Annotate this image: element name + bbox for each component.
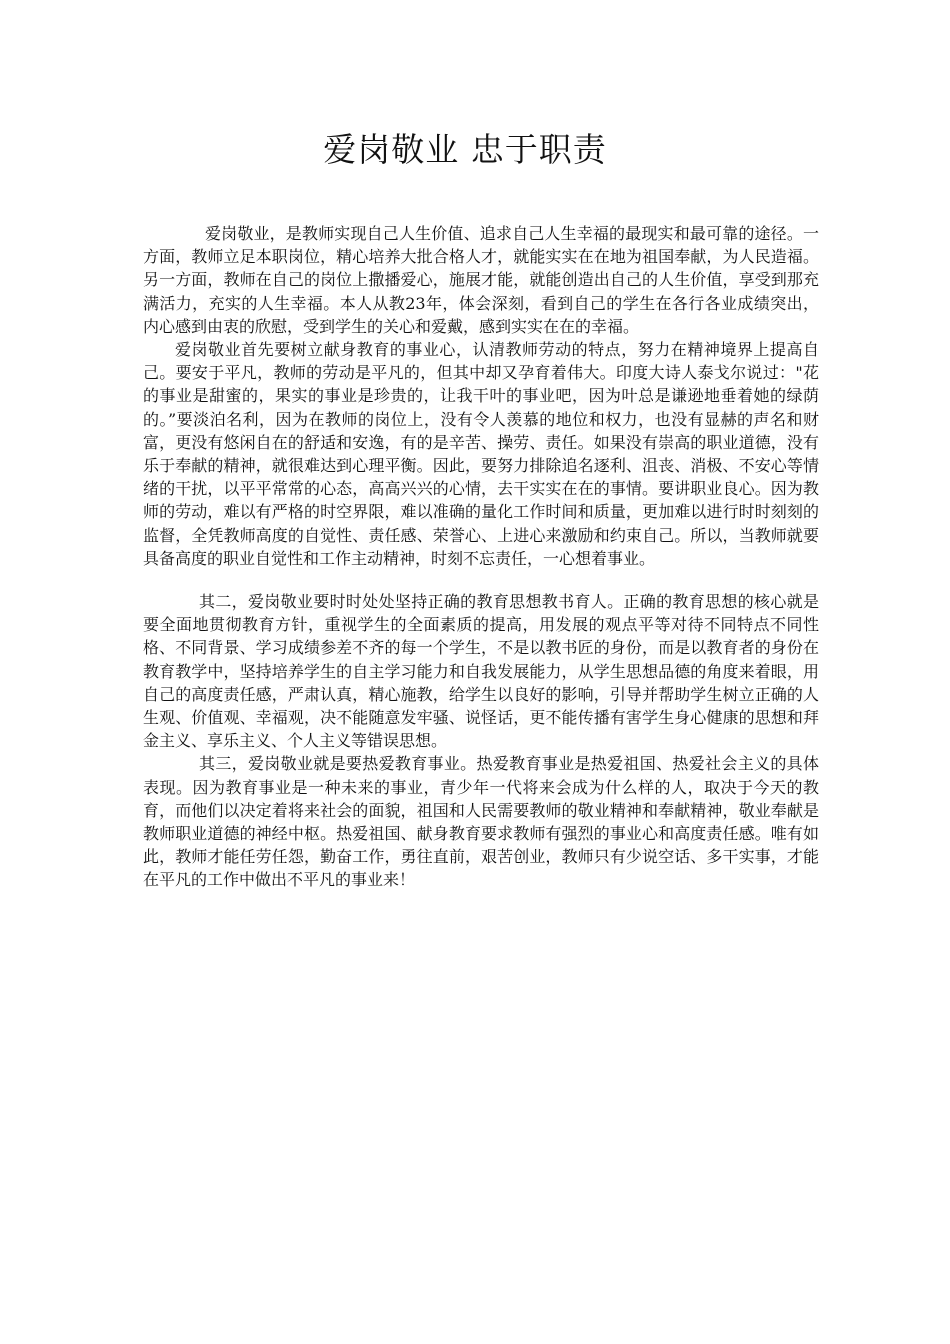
paragraph-2: 爱岗敬业首先要树立献身教育的事业心，认清教师劳动的特点，努力在精神境界上提高自己。要安于平凡，教师的劳动是平凡的，但其中却又孕育着伟大。印度大诗人泰戈尔说过："花的事业是甜蜜的，果实的事业是珍贵的，让我干叶的事业吧，因为叶总是谦逊地垂着她的绿荫的。”要淡泊名利，因为在教师的岗位上，没有令人羡慕的地位和权力，也没有显赫的声名和财富，更没有悠闲自在的舒适和安逸，有的是辛苦、操劳、责任。如果没有崇高的职业道德，没有乐于奉献的精神，就很难达到心理平衡。因此，要努力排除追名逐利、沮丧、消极、不安心等情绪的干扰，以平平常常的心态，高高兴兴的心情，去干实实在在的事情。要讲职业良心。因为教师的劳动，难以有严格的时空界限，难以准确的量化工作时间和质量，更加难以进行时时刻刻的监督，全凭教师高度的自觉性、责任感、荣誉心、上进心来激励和约束自己。所以，当教师就要具备高度的职业自觉性和工作主动精神，时刻不忘责任，一心想着事业。 (143, 340, 819, 568)
paragraph-1: 爱岗敬业，是教师实现自己人生价值、追求自己人生幸福的最现实和最可靠的途径。一方面，教师立足本职岗位，精心培养大批合格人才，就能实实在在地为祖国奉献，为人民造福。另一方面，教师在自己的岗位上撒播爱心，施展才能，就能创造出自己的人生价值，享受到那充满活力，充实的人生幸福。本人从教23年，体会深刻，看到自己的学生在各行各业成绩突出，内心感到由衷的欣慰，受到学生的关心和爱戴，感到实实在在的幸福。 (143, 224, 819, 336)
paragraph-spacer (143, 570, 819, 590)
document-body (143, 222, 819, 892)
paragraph-3: 其二，爱岗敬业要时时处处坚持正确的教育思想教书育人。正确的教育思想的核心就是要全面地贯彻教育方针，重视学生的全面素质的提高，用发展的观点平等对待不同特点不同性格、不同背景、学习成绩参差不齐的每一个学生，不是以教书匠的身份，而是以教育者的身份在教育教学中，坚持培养学生的自主学习能力和自我发展能力，从学生思想品德的角度来着眼，用自己的高度责任感，严肃认真，精心施教，给学生以良好的影响，引导并帮助学生树立正确的人生观、价值观、幸福观，决不能随意发牢骚、说怪话，更不能传播有害学生身心健康的思想和拜金主义、享乐主义、个人主义等错误思想。 (143, 592, 819, 751)
paragraph-4: 其三，爱岗敬业就是要热爱教育事业。热爱教育事业是热爱祖国、热爱社会主义的具体表现。因为教育事业是一种未来的事业，青少年一代将来会成为什么样的人，取决于今天的教育，而他们以决定着将来社会的面貌，祖国和人民需要教师的敬业精神和奉献精神，敬业奉献是教师职业道德的神经中枢。热爱祖国、献身教育要求教师有强烈的事业心和高度责任感。唯有如此，教师才能任劳任怨，勤奋工作，勇往直前，艰苦创业，教师只有少说空话、多干实事，才能在平凡的工作中做出不平凡的事业来！ (143, 754, 819, 890)
document-title: 爱岗敬业 忠于职责 (323, 130, 607, 169)
